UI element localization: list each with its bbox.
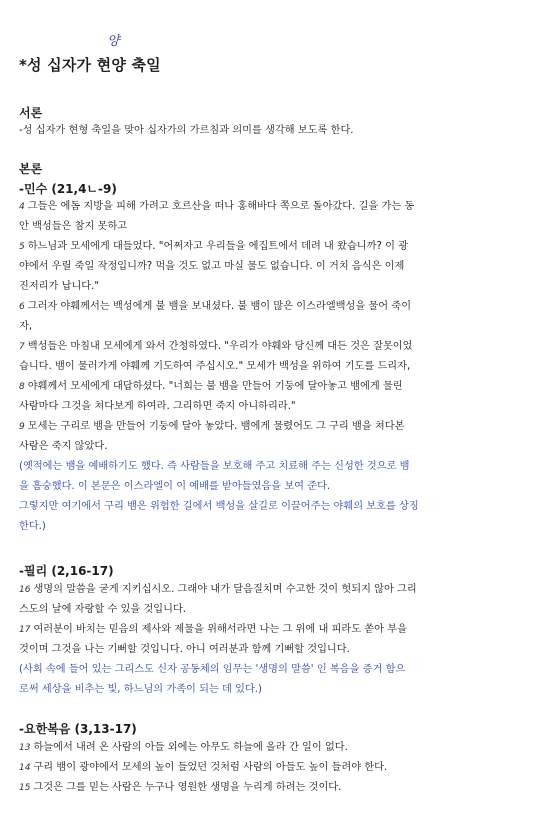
handwritten-correction: 양 bbox=[107, 34, 120, 49]
verse-text: 스도의 날에 자랑할 수 있을 것입니다. bbox=[19, 604, 187, 615]
verse-number: 14 bbox=[19, 763, 31, 773]
verse-text: 안 백성들은 참지 못하고 bbox=[19, 221, 128, 232]
commentary-line: 그렇지만 여기에서 구리 뱀은 위험한 길에서 백성을 살길로 이끌어주는 야훼의 보호를 상징 bbox=[19, 501, 419, 512]
verse-line bbox=[19, 440, 529, 454]
verse-text: 그들은 에돔 지방을 피해 가려고 호르산을 떠나 홍해바다 쪽으로 돌아갔다. 길을 가는 동 bbox=[27, 201, 415, 212]
verse-text: 구리 뱀이 광야에서 모세의 높이 들었던 것처럼 사람의 아들도 높이 들려야 한다. bbox=[33, 762, 388, 773]
intro-text: -성 십자가 현형 축일을 맞아 십자가의 가르침과 의미를 생각해 보도록 한다. bbox=[19, 125, 354, 136]
verse-text: 야훼께서 모세에게 대답하셨다. "너희는 불 뱀을 만들어 기둥에 달아놓고 뱀에게 물린 bbox=[27, 381, 403, 392]
verse-text: 여러분이 바치는 믿음의 제사와 제물을 위해서라면 나는 그 위에 내 피라도 쏟아 부을 bbox=[33, 624, 407, 635]
verse-line bbox=[19, 200, 529, 214]
main-heading: 본론 bbox=[19, 162, 43, 176]
verse-number: 5 bbox=[19, 242, 25, 252]
intro-heading: 서론 bbox=[19, 106, 43, 120]
page-title: *성 십자가 현양 축일 bbox=[19, 56, 161, 74]
verse-text: 그러자 야훼께서는 백성에게 불 뱀을 보내셨다. 불 뱀이 많은 이스라엘백성을 물어 죽이 bbox=[27, 301, 412, 312]
commentary-line: (사회 속에 들어 있는 그리스도 신자 공동체의 임무는 '생명의 말씀' 인 복음을 증거 함으 bbox=[19, 664, 406, 675]
verse-line bbox=[19, 623, 529, 637]
verse-number: 15 bbox=[19, 783, 31, 793]
title-block bbox=[19, 34, 161, 75]
verse-text: 그것은 그를 믿는 사람은 누구나 영원한 생명을 누리게 하려는 것이다. bbox=[33, 782, 342, 793]
verse-line bbox=[19, 643, 529, 657]
verse-line bbox=[19, 260, 529, 274]
verse-text: 하느님과 모세에게 대들었다. "어쩌자고 우리들을 에집트에서 데려 내 왔습니까? 이 광 bbox=[27, 241, 409, 252]
verse-text: 모세는 구리로 뱀을 만들어 기둥에 달아 놓았다. 뱀에게 물렸어도 그 구리 뱀을 쳐다본 bbox=[27, 421, 405, 432]
verse-number: 16 bbox=[19, 585, 31, 595]
verse-line bbox=[19, 781, 529, 795]
verse-number: 7 bbox=[19, 342, 25, 352]
verse-text: 백성들은 마침내 모세에게 와서 간청하였다. "우리가 야훼와 당신께 대든 것은 잘못이었 bbox=[27, 341, 413, 352]
commentary-line: 을 흠숭했다. 이 본문은 이스라엘이 이 예배를 받아들였음을 보여 준다. bbox=[19, 481, 331, 492]
verse-line bbox=[19, 220, 529, 234]
verse-text: 자, bbox=[19, 321, 33, 332]
verse-line bbox=[19, 761, 529, 775]
commentary-line: 로써 세상을 비추는 빛, 하느님의 가족이 되는 데 있다.) bbox=[19, 684, 263, 695]
verse-line bbox=[19, 741, 529, 755]
verse-number: 17 bbox=[19, 625, 31, 635]
verse-line bbox=[19, 300, 529, 314]
verse-text: 생명의 말씀을 굳게 지키십시오. 그래야 내가 달음질치며 수고한 것이 헛되지 않아 그리 bbox=[33, 584, 417, 595]
verse-text: 야에서 우릴 죽일 작정입니까? 먹을 것도 없고 마실 물도 없습니다. 이 거치 음식은 이제 bbox=[19, 261, 405, 272]
verse-text: 사람은 죽지 않았다. bbox=[19, 441, 108, 452]
verse-line bbox=[19, 320, 529, 334]
verse-line bbox=[19, 240, 529, 254]
commentary-line: (옛적에는 뱀을 예배하기도 했다. 즉 사람들을 보호해 주고 치료해 주는 신성한 것으로 뱀 bbox=[19, 461, 410, 472]
verse-number: 13 bbox=[19, 743, 31, 753]
verse-number: 4 bbox=[19, 202, 25, 212]
verse-text: 것이며 그것을 나는 기뻐할 것입니다. 아니 여러분과 함께 기뻐할 것입니다. bbox=[19, 644, 350, 655]
verse-line bbox=[19, 583, 529, 597]
verse-line bbox=[19, 340, 529, 354]
verse-number: 9 bbox=[19, 422, 25, 432]
passage-ref-philippians: -필리 (2,16-17) bbox=[19, 564, 114, 578]
verse-line bbox=[19, 280, 529, 294]
verse-number: 6 bbox=[19, 302, 25, 312]
verse-line bbox=[19, 380, 529, 394]
passage-ref-john: -요한복음 (3,13-17) bbox=[19, 722, 137, 736]
verse-line bbox=[19, 420, 529, 434]
commentary-line: 한다.) bbox=[19, 521, 46, 532]
verse-text: 사람마다 그것을 쳐다보게 하여라. 그리하면 죽지 아니하리라." bbox=[19, 401, 296, 412]
verse-text: 진저리가 납니다." bbox=[19, 281, 100, 292]
verse-line bbox=[19, 400, 529, 414]
verse-line bbox=[19, 603, 529, 617]
verse-number: 8 bbox=[19, 382, 25, 392]
verse-line bbox=[19, 360, 529, 374]
passage-ref-numbers: -민수 (21,4ㄴ-9) bbox=[19, 182, 117, 196]
verse-text: 습니다. 뱀이 물러가게 야훼께 기도하여 주십시오." 모세가 백성을 위하여 기도를 드리자, bbox=[19, 361, 411, 372]
verse-text: 하늘에서 내려 온 사람의 아들 외에는 아무도 하늘에 올라 간 일이 없다. bbox=[33, 742, 348, 753]
